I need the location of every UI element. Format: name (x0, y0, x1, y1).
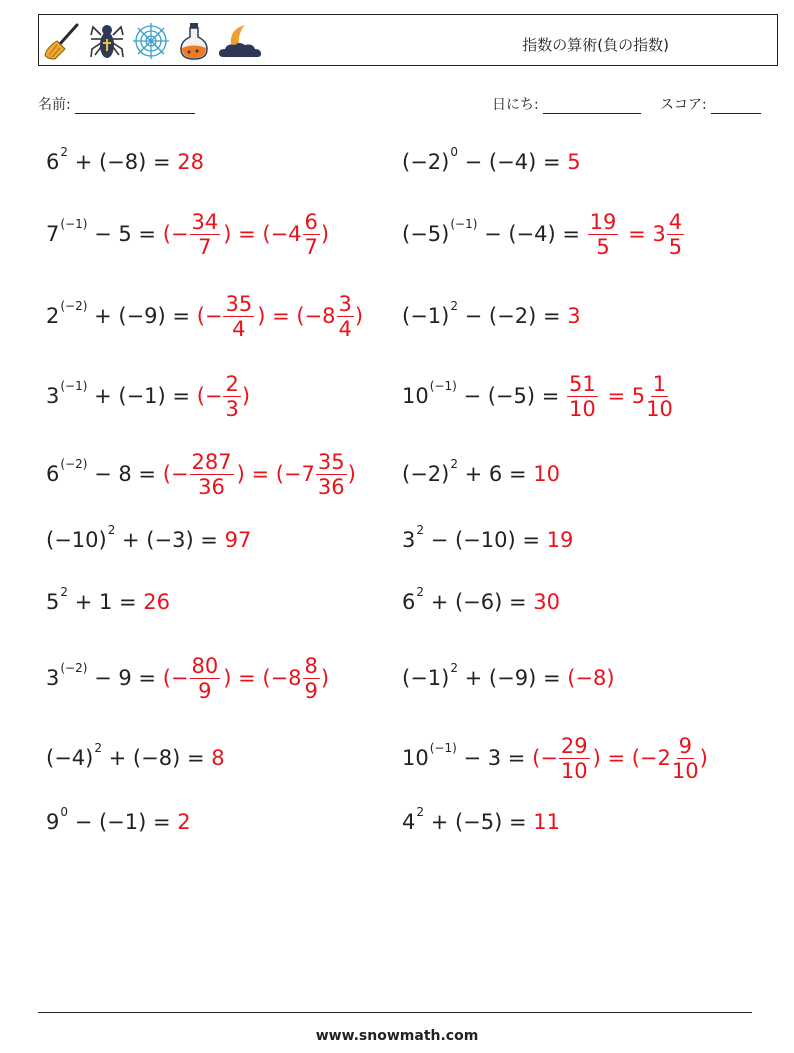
problem-base: 6 (46, 462, 60, 486)
fraction-numerator: 35 (317, 449, 345, 474)
problem-exponent: 2 (60, 585, 69, 599)
fraction-numerator: 34 (191, 209, 219, 234)
fraction (223, 372, 240, 421)
problem-base: 3 (402, 528, 416, 552)
fraction-numerator: 9 (678, 733, 692, 758)
fraction-numerator: 6 (304, 209, 318, 234)
fraction (190, 210, 221, 259)
problem-base: 6 (46, 150, 60, 174)
answer-value: 3 (567, 304, 581, 328)
problem-item (402, 652, 615, 704)
problem-item (46, 652, 329, 704)
fraction-denominator: 7 (304, 234, 318, 259)
problem-expression: + (−1) = (87, 384, 197, 408)
problem-base: (−2) (402, 462, 450, 486)
score-label: スコア: (660, 97, 707, 113)
problem-expression: − (−10) = (424, 528, 547, 552)
problem-expression: + 1 = (68, 590, 144, 614)
answer-prefix: (− (162, 222, 189, 246)
problem-base: 5 (46, 590, 60, 614)
answer-suffix: ) (699, 746, 708, 770)
answer (163, 654, 329, 703)
problem-exponent: 2 (450, 661, 458, 675)
fraction (190, 450, 234, 499)
answer-suffix: ) (347, 462, 356, 486)
fraction (588, 210, 619, 259)
answer (163, 210, 329, 259)
problem-expression: − 8 = (87, 462, 163, 486)
worksheet-header (38, 14, 778, 66)
fraction-numerator: 2 (225, 371, 239, 396)
answer (567, 150, 580, 174)
problem-exponent: (−2) (60, 299, 88, 313)
answer (533, 810, 560, 834)
date-field (492, 94, 641, 114)
problem-base: (−1) (402, 666, 450, 690)
fraction (303, 210, 320, 259)
fraction-denominator: 10 (560, 758, 588, 783)
answer-suffix: ) (320, 666, 330, 690)
broom-icon (43, 21, 83, 61)
answer-value: 19 (546, 528, 574, 552)
answer-prefix: (− (532, 746, 558, 770)
answer-mixed-whole: ) = (−2 (592, 746, 671, 770)
problem-exponent: 2 (416, 585, 425, 599)
problem-item (46, 290, 363, 342)
problem-expression: − (−5) = (456, 384, 567, 408)
fraction-numerator: 29 (560, 733, 588, 758)
fraction (190, 654, 221, 703)
problem-base: 4 (402, 810, 416, 834)
answer-value: 5 (567, 150, 581, 174)
fraction (337, 292, 354, 341)
fraction (672, 734, 699, 783)
problem-exponent: (−1) (450, 217, 478, 231)
fraction-numerator: 1 (652, 371, 667, 396)
answer (225, 528, 252, 552)
problem-item (402, 208, 685, 260)
answer-mixed-whole: = 5 (600, 384, 646, 408)
problem-base: 10 (402, 746, 429, 770)
problem-exponent: (−2) (60, 661, 88, 675)
moon-cloud-icon (217, 21, 263, 61)
answer-prefix: (− (196, 384, 223, 408)
problem-exponent: 2 (94, 741, 102, 755)
fraction (667, 210, 684, 259)
problem-item (402, 514, 573, 566)
fraction-denominator: 36 (198, 474, 225, 499)
problem-expression: − (−4) = (477, 222, 587, 246)
answer-value: 10 (533, 462, 560, 486)
answer (163, 450, 356, 499)
problem-exponent: 0 (450, 145, 458, 159)
problem-exponent: (−1) (429, 379, 457, 393)
problem-base: (−2) (402, 150, 450, 174)
fraction-denominator: 4 (232, 316, 246, 341)
problem-base: 3 (46, 666, 60, 690)
answer (533, 462, 560, 486)
answer-mixed-whole: ) = (−8 (257, 304, 336, 328)
problem-exponent: 2 (416, 523, 425, 537)
problem-expression: + (−6) = (424, 590, 534, 614)
answer-prefix: (− (162, 666, 189, 690)
score-blank (711, 99, 761, 114)
answer-suffix: ) (241, 384, 251, 408)
answer (547, 528, 574, 552)
problem-expression: + (−9) = (457, 666, 568, 690)
problem-exponent: (−2) (60, 457, 88, 471)
problem-item (402, 576, 560, 628)
problem-expression: − (−1) = (68, 810, 178, 834)
problem-item (402, 732, 708, 784)
problem-exponent: 2 (450, 457, 458, 471)
fraction (316, 450, 347, 499)
problem-expression: + (−8) = (101, 746, 212, 770)
spiderweb-icon (131, 21, 171, 61)
problem-expression: − (−4) = (457, 150, 568, 174)
problem-base: (−4) (46, 746, 94, 770)
answer (177, 150, 204, 174)
fraction-denominator: 5 (596, 234, 610, 259)
problem-base: 6 (402, 590, 416, 614)
answer (211, 746, 224, 770)
problem-base: (−5) (402, 222, 450, 246)
fraction-denominator: 36 (317, 474, 345, 499)
problem-base: 9 (46, 810, 60, 834)
problem-item (46, 514, 251, 566)
fraction-denominator: 10 (646, 396, 673, 421)
name-field (38, 94, 195, 114)
fraction-numerator: 287 (191, 449, 232, 474)
fraction (567, 372, 598, 421)
name-blank (75, 99, 195, 114)
answer-prefix: (− (162, 462, 189, 486)
answer-mixed-whole: ) = (−7 (236, 462, 315, 486)
problem-item (46, 732, 225, 784)
problem-item (46, 448, 356, 500)
date-blank (543, 99, 641, 114)
answer (566, 372, 674, 421)
problem-exponent: (−1) (429, 741, 457, 755)
problem-item (46, 208, 329, 260)
problem-base: 2 (46, 304, 60, 328)
answer-value: 2 (177, 810, 191, 834)
answer (533, 590, 560, 614)
fraction-numerator: 80 (191, 653, 219, 678)
problem-exponent: 0 (60, 805, 69, 819)
answer (587, 210, 685, 259)
problem-item (402, 448, 560, 500)
problem-expression: + (−8) = (68, 150, 178, 174)
fraction-denominator: 5 (668, 234, 683, 259)
fraction-numerator: 4 (668, 209, 683, 234)
problem-item (402, 370, 674, 422)
answer (197, 372, 250, 421)
answer-value: 11 (533, 810, 560, 834)
fraction-denominator: 9 (198, 678, 212, 703)
halloween-icons (43, 19, 263, 63)
answer-value: 30 (533, 590, 560, 614)
fraction (646, 372, 673, 421)
problem-exponent: (−1) (60, 379, 88, 393)
fraction-denominator: 3 (225, 396, 239, 421)
problem-base: (−1) (402, 304, 450, 328)
fraction (303, 654, 320, 703)
fraction-numerator: 19 (589, 209, 617, 234)
problem-expression: + 6 = (457, 462, 534, 486)
answer-suffix: ) (354, 304, 364, 328)
answer-value: 8 (211, 746, 225, 770)
problem-expression: − (−2) = (457, 304, 568, 328)
fraction-denominator: 10 (671, 758, 699, 783)
answer (143, 590, 170, 614)
fraction-numerator: 51 (569, 371, 596, 396)
problem-expression: − 9 = (87, 666, 163, 690)
answer-mixed-whole: ) = (−4 (223, 222, 302, 246)
fraction-denominator: 7 (198, 234, 212, 259)
answer-mixed-whole: = 3 (621, 222, 666, 246)
problem-exponent: 2 (60, 145, 69, 159)
problem-expression: + (−9) = (87, 304, 197, 328)
answer-suffix: ) (320, 222, 330, 246)
problem-expression: + (−5) = (424, 810, 534, 834)
problem-item (46, 576, 170, 628)
fraction-numerator: 35 (225, 291, 253, 316)
answer-value: 28 (177, 150, 204, 174)
problem-exponent: 2 (416, 805, 425, 819)
potion-icon (177, 21, 211, 61)
problem-item (402, 796, 560, 848)
problem-exponent: 2 (107, 523, 116, 537)
spider-icon (89, 21, 125, 61)
problem-exponent: 2 (450, 299, 458, 313)
answer-prefix: (− (196, 304, 223, 328)
problem-item (46, 136, 204, 188)
fraction (223, 292, 254, 341)
problem-exponent: (−1) (60, 217, 88, 231)
problem-base: 10 (402, 384, 429, 408)
problem-expression: − 5 = (87, 222, 163, 246)
answer (177, 810, 190, 834)
problem-item (402, 290, 581, 342)
fraction-numerator: 8 (304, 653, 318, 678)
footer-url: www.snowmath.com (315, 1028, 479, 1044)
answer (567, 666, 614, 690)
problem-item (46, 796, 191, 848)
fraction-denominator: 9 (304, 678, 318, 703)
problem-base: 3 (46, 384, 60, 408)
fraction-denominator: 4 (338, 316, 352, 341)
score-field (660, 94, 761, 114)
worksheet-title: 指数の算術(負の指数) (522, 36, 669, 54)
problem-expression: − 3 = (456, 746, 533, 770)
problem-item (402, 136, 581, 188)
fraction-numerator: 3 (338, 291, 352, 316)
answer-value: (−8) (567, 666, 615, 690)
problem-item (46, 370, 250, 422)
footer-divider (38, 1012, 752, 1013)
fraction (559, 734, 590, 783)
date-label: 日にち: (492, 97, 539, 113)
answer (197, 292, 363, 341)
answer (567, 304, 580, 328)
answer-mixed-whole: ) = (−8 (223, 666, 302, 690)
answer-value: 26 (143, 590, 171, 614)
problem-expression: + (−3) = (115, 528, 225, 552)
problem-base: 7 (46, 222, 60, 246)
fraction-denominator: 10 (569, 396, 596, 421)
problem-base: (−10) (46, 528, 107, 552)
answer-value: 97 (224, 528, 252, 552)
name-label: 名前: (38, 97, 71, 113)
answer (532, 734, 708, 783)
